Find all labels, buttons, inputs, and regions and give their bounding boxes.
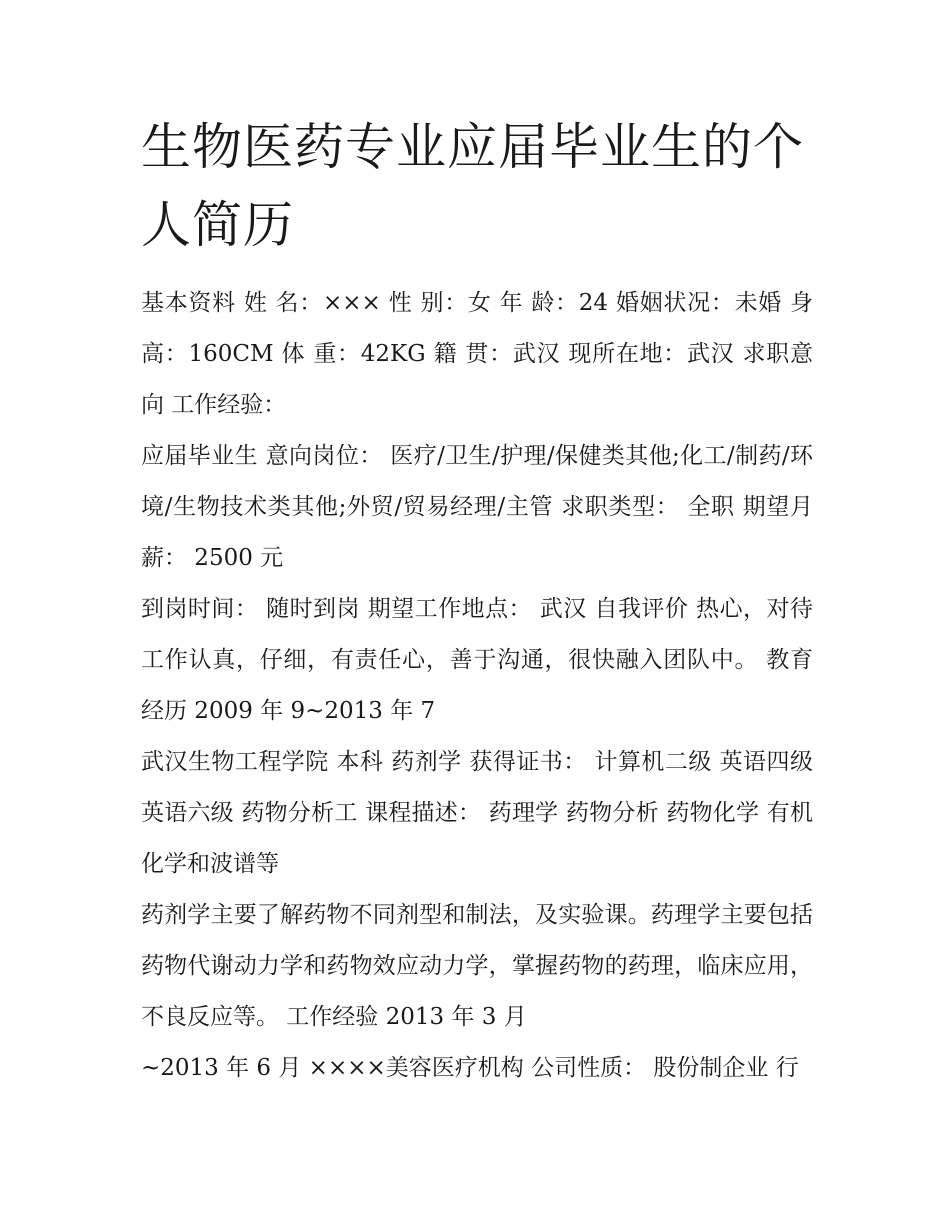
document-page <box>141 108 813 1094</box>
paragraph-course-description: 药剂学主要了解药物不同剂型和制法，及实验课。药理学主要包括药物代谢动力学和药物效应动力学，掌握药物的药理，临床应用，不良反应等。 工作经验 2013 年 3 月 <box>141 902 813 1030</box>
paragraph-basic-info: 基本资料 姓 名：××× 性 别：女 年 龄：24 婚姻状况：未婚 身高：160CM 体 重：42KG 籍 贯：武汉 现所在地：武汉 求职意向 工作经验： <box>141 290 813 418</box>
paragraph-self-evaluation: 到岗时间： 随时到岗 期望工作地点： 武汉 自我评价 热心，对待工作认真，仔细，有责任心，善于沟通，很快融入团队中。 教育经历 2009 年 9~2013 年 7 <box>141 596 813 724</box>
paragraph-work-experience: ~2013 年 6 月 ××××美容医疗机构 公司性质： 股份制企业 行 <box>141 1055 799 1081</box>
paragraph-job-intention: 应届毕业生 意向岗位： 医疗/卫生/护理/保健类其他;化工/制药/环境/生物技术类其他;外贸/贸易经理/主管 求职类型： 全职 期望月薪： 2500 元 <box>141 443 813 571</box>
paragraph-education: 武汉生物工程学院 本科 药剂学 获得证书： 计算机二级 英语四级 英语六级 药物分析工 课程描述： 药理学 药物分析 药物化学 有机化学和波谱等 <box>141 749 813 877</box>
document-title: 生物医药专业应届毕业生的个人简历 <box>141 118 804 254</box>
